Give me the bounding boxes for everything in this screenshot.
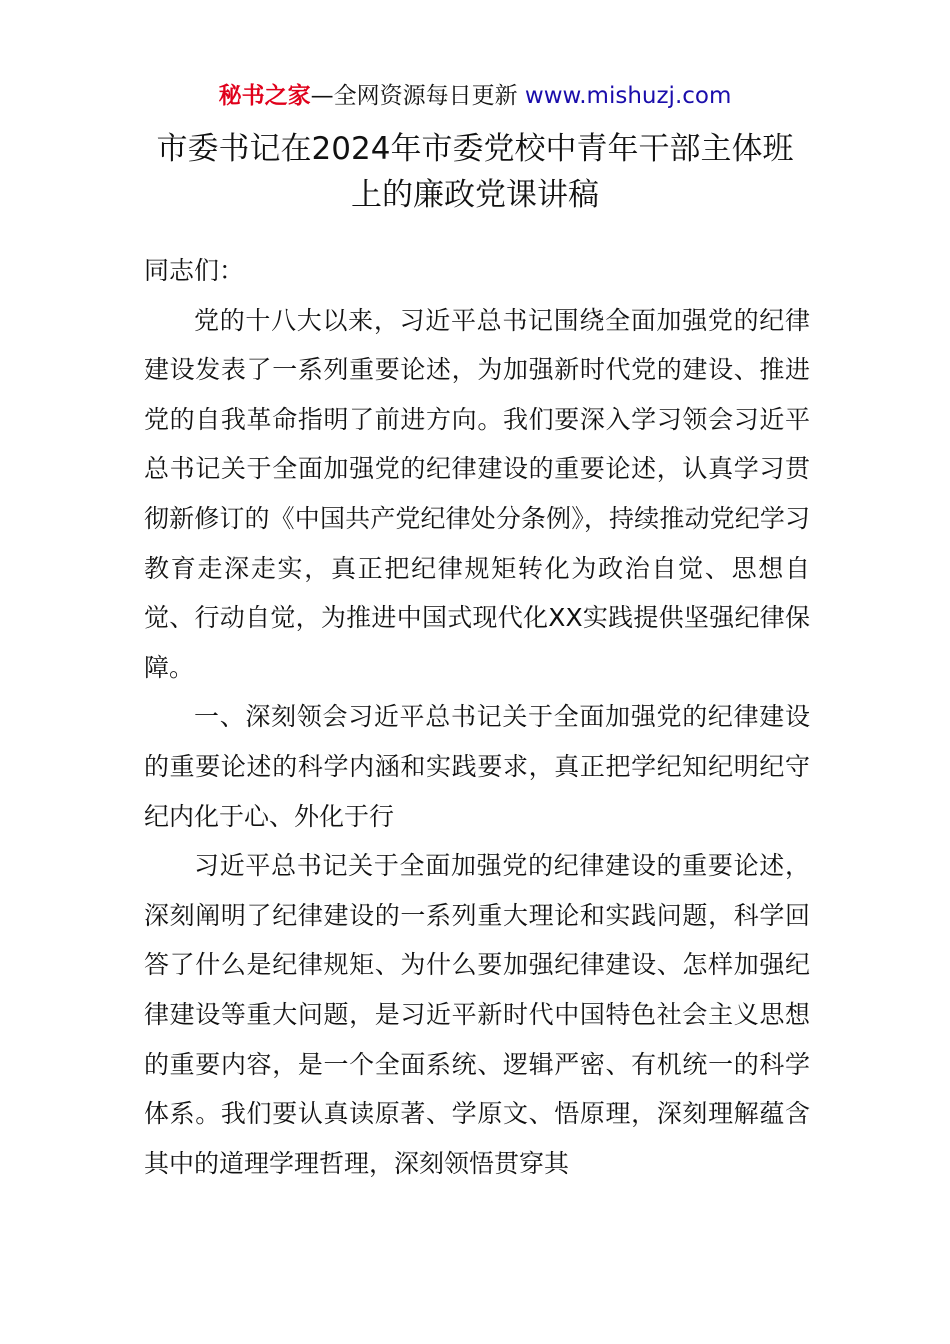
document-body: [144, 246, 810, 1188]
title-line-2: 上的廉政党课讲稿: [351, 177, 599, 213]
salutation: 同志们：: [144, 256, 245, 285]
site-header: [0, 80, 950, 112]
title-line-1: 市委书记在2024年市委党校中青年干部主体班: [156, 131, 794, 167]
site-url[interactable]: www.mishuzj.com: [524, 83, 732, 109]
document-title: [100, 126, 850, 218]
section-heading-1: 一、深刻领会习近平总书记关于全面加强党的纪律建设的重要论述的科学内涵和实践要求，真正把学纪知纪明纪守纪内化于心、外化于行: [144, 702, 810, 831]
paragraph-section-1: 习近平总书记关于全面加强党的纪律建设的重要论述，深刻阐明了纪律建设的一系列重大理论和实践问题，科学回答了什么是纪律规矩、为什么要加强纪律建设、怎样加强纪律建设等重大问题，是习近平新时代中国特色社会主义思想的重要内容，是一个全面系统、逻辑严密、有机统一的科学体系。我们要认真读原著、学原文、悟原理，深刻理解蕴含其中的道理学理哲理，深刻领悟贯穿其: [144, 851, 810, 1178]
site-tagline: —全网资源每日更新: [310, 83, 518, 109]
paragraph-intro: 党的十八大以来，习近平总书记围绕全面加强党的纪律建设发表了一系列重要论述，为加强新时代党的建设、推进党的自我革命指明了前进方向。我们要深入学习领会习近平总书记关于全面加强党的纪律建设的重要论述，认真学习贯彻新修订的《中国共产党纪律处分条例》，持续推动党纪学习教育走深走实，真正把纪律规矩转化为政治自觉、思想自觉、行动自觉，为推进中国式现代化XX实践提供坚强纪律保障。: [144, 305, 810, 682]
site-brand: 秘书之家: [218, 83, 311, 109]
